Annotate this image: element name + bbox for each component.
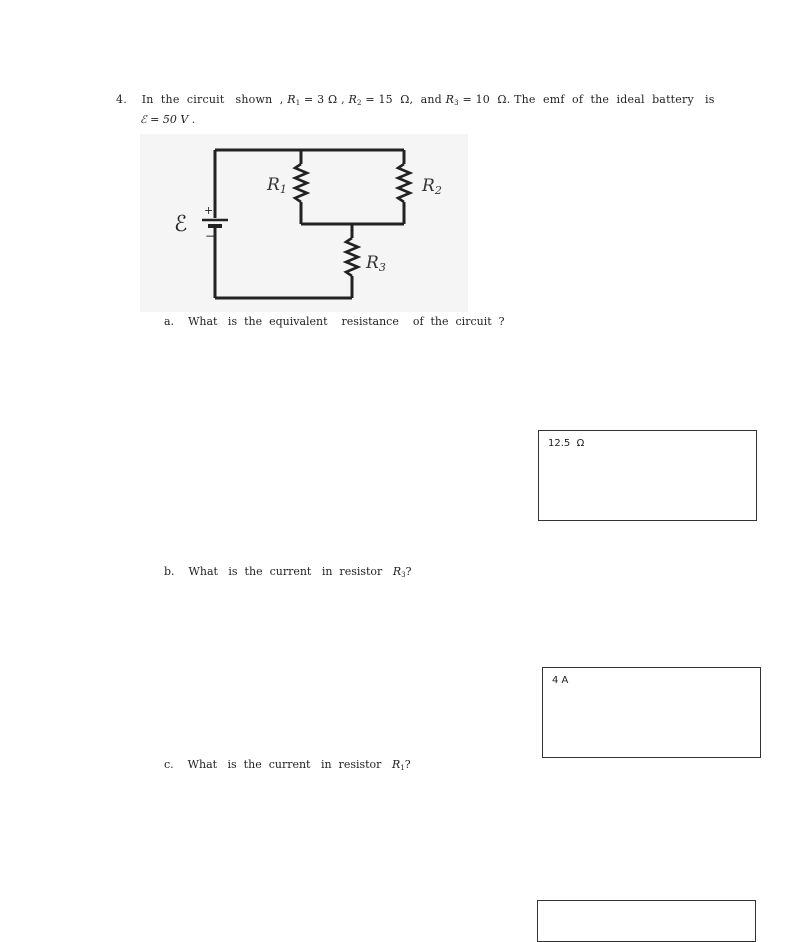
r1-label-sub: 1 <box>279 183 287 196</box>
r1-label-letter: R <box>267 175 280 195</box>
r1-symbol: R <box>287 93 296 106</box>
emf-line: ℰ = 50 V . <box>140 113 196 126</box>
answer-box-b[interactable] <box>542 667 761 758</box>
r3-label <box>365 253 386 274</box>
resistor-r2 <box>398 164 410 202</box>
circuit-figure <box>140 134 468 312</box>
question-b-resistor-sub: 3 <box>401 571 406 579</box>
battery-plus-sign: + <box>204 204 214 217</box>
answer-box-a[interactable] <box>538 430 757 521</box>
answer-box-c[interactable] <box>537 900 756 942</box>
resistor-r3 <box>346 238 358 276</box>
r1-subscript: 1 <box>295 99 301 107</box>
question-b-text: What is the current in resistor <box>188 565 383 578</box>
question-b-suffix: ? <box>405 565 412 578</box>
answer-a-text: 12.5 Ω <box>548 438 585 449</box>
problem-statement <box>116 93 715 107</box>
question-a <box>164 315 505 328</box>
r3-label-letter: R <box>366 253 379 273</box>
resistor-r1 <box>295 164 307 202</box>
question-c-letter: c. <box>164 758 174 771</box>
r2-label-letter: R <box>422 176 435 196</box>
question-a-text: What is the equivalent resistance of the circuit ? <box>188 315 505 328</box>
r2-label <box>421 176 442 197</box>
r2-label-sub: 2 <box>434 184 442 197</box>
r2-symbol: R <box>348 93 357 106</box>
question-c-resistor-sub: 1 <box>400 764 405 772</box>
question-b-letter: b. <box>164 565 175 578</box>
r2-value: = 15 Ω, and <box>365 93 442 106</box>
question-c-text: What is the current in resistor <box>187 758 382 771</box>
question-c <box>164 758 411 772</box>
question-c-suffix: ? <box>404 758 411 771</box>
question-b-resistor: R <box>392 565 402 578</box>
answer-b-text: 4 A <box>552 675 569 686</box>
emf-label: ℰ <box>174 212 188 237</box>
battery-minus-sign: − <box>205 229 216 243</box>
question-a-letter: a. <box>164 315 175 328</box>
problem-intro: In the circuit shown , <box>141 93 284 106</box>
r3-label-sub: 3 <box>378 261 386 274</box>
problem-number: 4. <box>116 93 127 106</box>
r1-label <box>266 175 287 196</box>
question-b <box>164 565 411 579</box>
r1-value: = 3 Ω , <box>304 93 345 106</box>
r3-symbol: R <box>445 93 455 106</box>
r3-value: = 10 Ω. The emf of the ideal battery is <box>462 93 715 106</box>
circuit-diagram <box>140 134 468 312</box>
r3-subscript: 3 <box>454 99 459 107</box>
question-c-resistor: R <box>391 758 401 771</box>
r2-subscript: 2 <box>356 99 362 107</box>
